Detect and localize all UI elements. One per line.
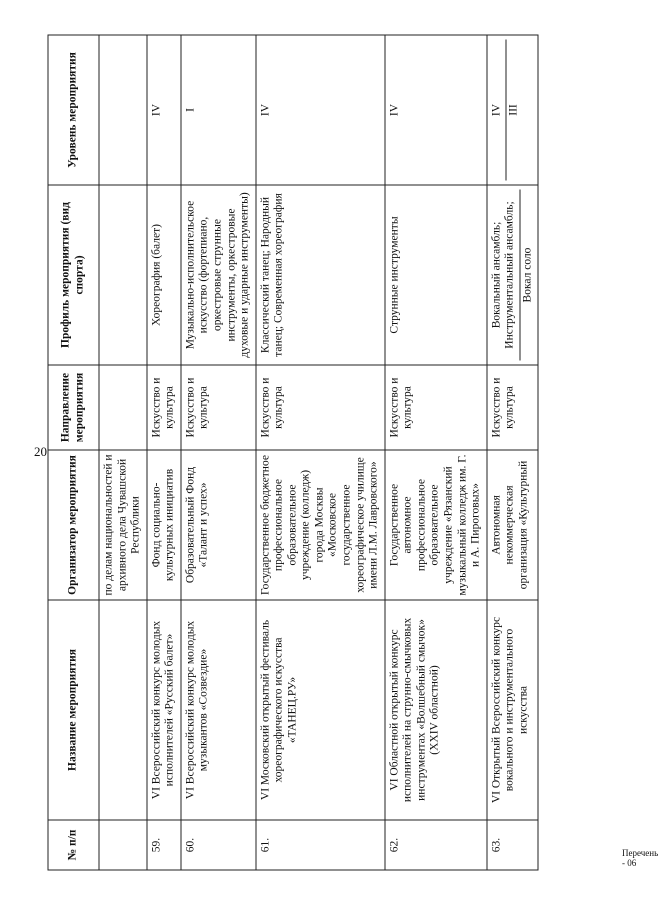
cell-level bbox=[487, 35, 539, 185]
page-number: 20 bbox=[34, 444, 47, 459]
table-row bbox=[256, 35, 385, 870]
cell-name: VI Всероссийский конкурс молодых музыкантов «Созвездие» bbox=[181, 600, 256, 820]
cell-profile: Музыкально-исполнительское искусство (фортепиано, оркестровые струнные инструменты, оркестровые духовые и ударные инструменты) bbox=[181, 185, 256, 365]
header-direction: Направление мероприятия bbox=[48, 365, 99, 450]
cell-organizer: Образовательный Фонд «Талант и успех» bbox=[181, 450, 256, 600]
cell-level: I bbox=[181, 35, 256, 185]
cell-organizer: по делам национальностей и архивного дела Чувашской Республики bbox=[99, 450, 147, 600]
table-row bbox=[181, 35, 256, 870]
table-row bbox=[385, 35, 487, 870]
table-row-continuation bbox=[99, 35, 147, 870]
cell-direction: Искусство и культура bbox=[487, 365, 539, 450]
cell-organizer: Государственное автономное профессиональное образовательное учреждение «Рязанский музыкальный колледж им. Г. и А. Пироговых» bbox=[385, 450, 487, 600]
cell-num: 59. bbox=[147, 820, 181, 870]
cell-organizer: Автономная некоммерческая организация «Культурный bbox=[487, 450, 539, 600]
cell-num: 63. bbox=[487, 820, 539, 870]
cell-profile bbox=[487, 185, 539, 365]
cell-profile: Хореография (балет) bbox=[147, 185, 181, 365]
level-main: IV bbox=[490, 103, 503, 116]
cell-direction: Искусство и культура bbox=[147, 365, 181, 450]
rotated-table-container bbox=[48, 35, 593, 870]
footer-note: Перечень - 06 bbox=[622, 848, 658, 868]
cell-num: 62. bbox=[385, 820, 487, 870]
cell-direction: Искусство и культура bbox=[256, 365, 385, 450]
header-num: № п/п bbox=[48, 820, 99, 870]
header-organizer: Организатор мероприятия bbox=[48, 450, 99, 600]
cell-level: IV bbox=[147, 35, 181, 185]
profile-main: Вокальный ансамбль; Инструментальный ансамбль; bbox=[490, 200, 516, 349]
cell-num: 61. bbox=[256, 820, 385, 870]
cell-profile: Струнные инструменты bbox=[385, 185, 487, 365]
cell-direction: Искусство и культура bbox=[385, 365, 487, 450]
cell-name: VI Всероссийский конкурс молодых исполнителей «Русский балет» bbox=[147, 600, 181, 820]
cell-organizer: Государственное бюджетное профессиональное образовательное учреждение (колледж) города Москвы «Московское государственное хореографическое училище имени Л.М. Лавровского» bbox=[256, 450, 385, 600]
cell-profile: Классический танец; Народный танец; Современная хореография bbox=[256, 185, 385, 365]
table-row bbox=[147, 35, 181, 870]
events-table bbox=[48, 34, 539, 870]
cell-level: IV bbox=[256, 35, 385, 185]
table-header-row bbox=[48, 35, 99, 870]
cell-name: VI Открытый Всероссийский конкурс вокального и инструментального искусства bbox=[487, 600, 539, 820]
level-sub: III bbox=[506, 39, 522, 180]
header-level: Уровень мероприятия bbox=[48, 35, 99, 185]
cell-name: VI Областной открытый конкурс исполнителей на струнно-смычковых инструментах «Волшебный смычок» (XXIV областной) bbox=[385, 600, 487, 820]
cell-direction: Искусство и культура bbox=[181, 365, 256, 450]
cell-level: IV bbox=[385, 35, 487, 185]
header-profile: Профиль мероприятия (вид спорта) bbox=[48, 185, 99, 365]
cell-name: VI Московский открытый фестиваль хореографического искусства «ТАНЕЦ.РУ» bbox=[256, 600, 385, 820]
header-name: Название мероприятия bbox=[48, 600, 99, 820]
profile-sub: Вокал соло bbox=[519, 189, 535, 360]
cell-num: 60. bbox=[181, 820, 256, 870]
cell-organizer: Фонд социально-культурных инициатив bbox=[147, 450, 181, 600]
table-row bbox=[487, 35, 539, 870]
